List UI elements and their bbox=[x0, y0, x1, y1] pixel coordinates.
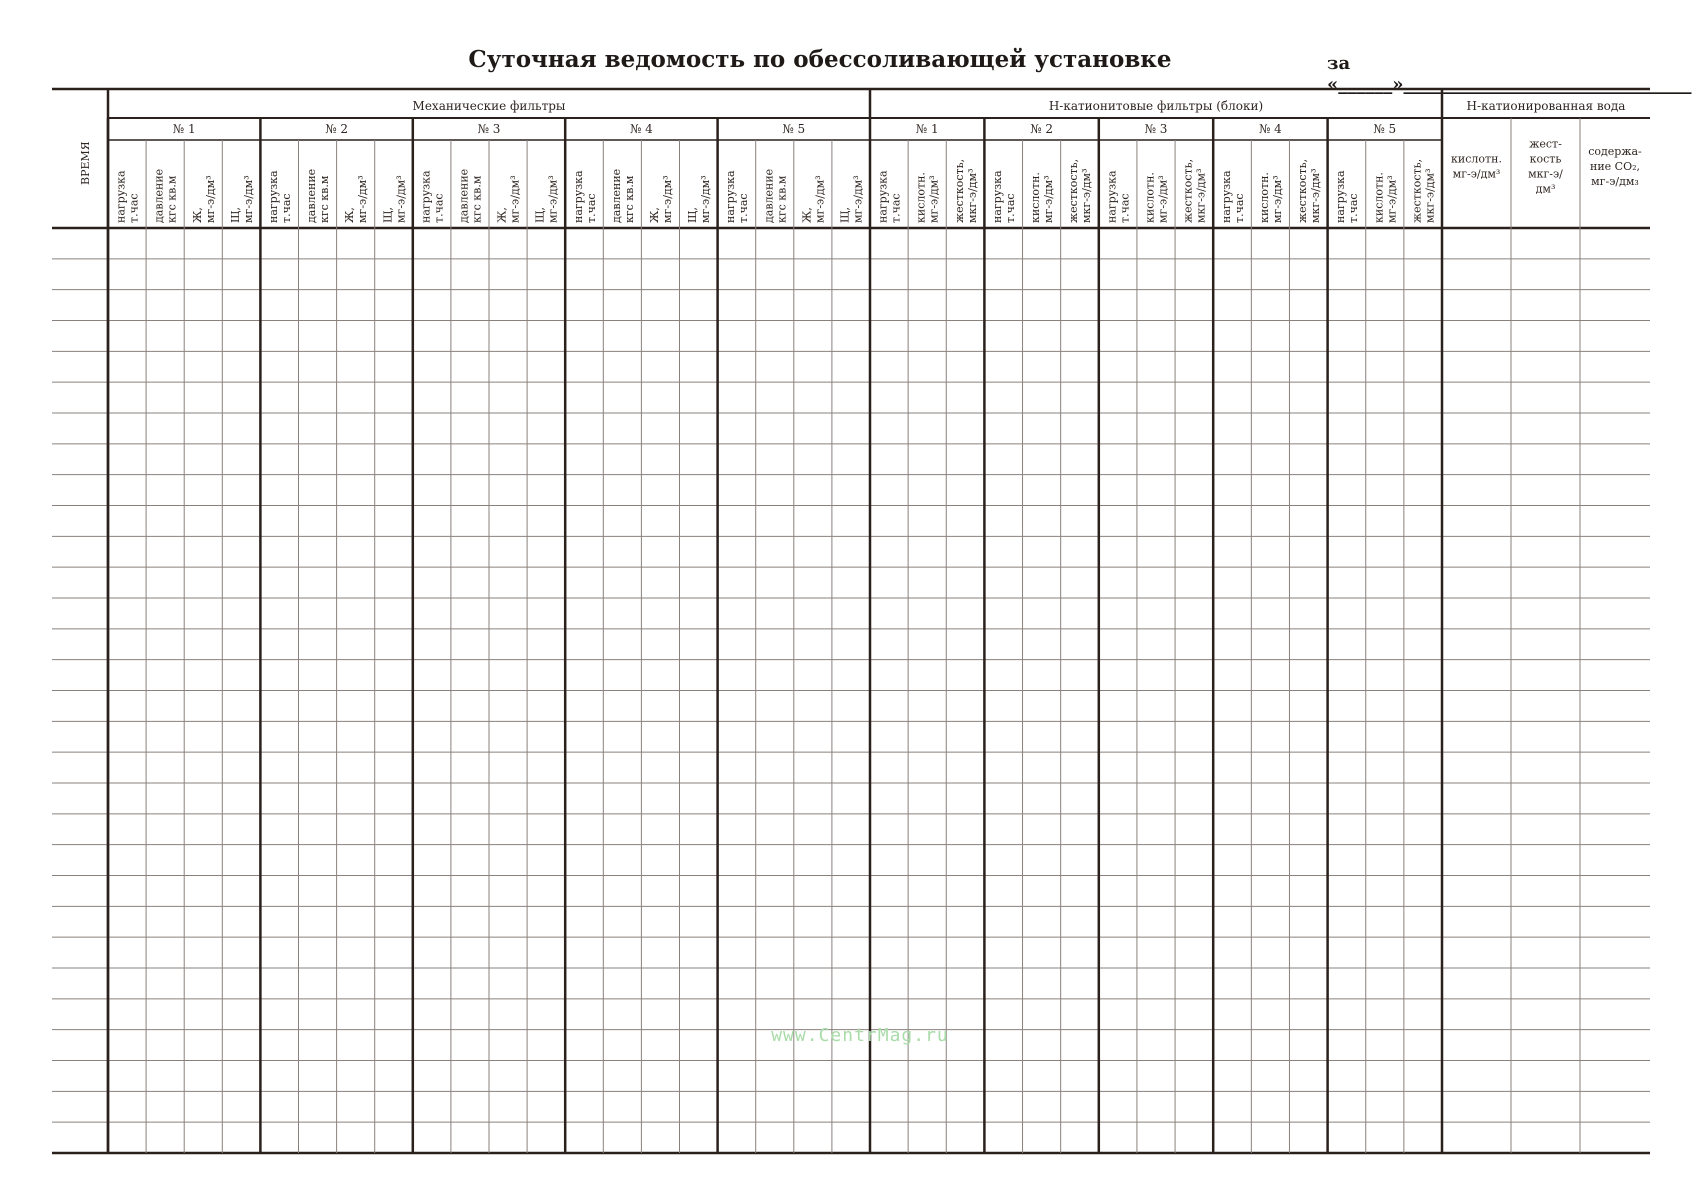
mech-column-header-line: мг-э/дм³ bbox=[546, 175, 560, 223]
mech-column-header bbox=[838, 175, 864, 223]
hcat-column-header-line: жесткость, bbox=[1410, 158, 1424, 223]
mech-column-header bbox=[343, 175, 369, 223]
mech-column-header-line: давление bbox=[305, 168, 319, 223]
water-column-header: кость bbox=[1529, 152, 1562, 166]
watermark: www.CentrMag.ru bbox=[771, 1025, 949, 1046]
mech-column-header-line: нагрузка bbox=[266, 170, 280, 223]
mech-column-header-line: Ж, bbox=[647, 207, 661, 223]
mech-column-header bbox=[724, 170, 750, 223]
hcat-column-header bbox=[915, 172, 941, 223]
time-header bbox=[79, 141, 92, 185]
hcat-column-header-line: мкг-э/дм³ bbox=[1423, 168, 1437, 223]
mech-column-header-line: Щ, bbox=[686, 206, 700, 223]
mech-column-header-line: мг-э/дм³ bbox=[241, 175, 255, 223]
hcat-column-header-line: нагрузка bbox=[1105, 170, 1119, 223]
hcat-column-header-line: мкг-э/дм³ bbox=[1080, 168, 1094, 223]
mech-column-header-line: Ж, bbox=[343, 207, 357, 223]
hcat-column-header-line: жесткость, bbox=[1296, 158, 1310, 223]
mech-column-header-line: нагрузка bbox=[724, 170, 738, 223]
mech-column-header bbox=[572, 170, 598, 223]
mech-column-header-line: нагрузка bbox=[114, 170, 128, 223]
mech-column-header-line: Ж, bbox=[800, 207, 814, 223]
hcat-column-header-line: мг-э/дм³ bbox=[1042, 175, 1056, 223]
mech-column-header bbox=[686, 175, 712, 223]
hcat-column-header bbox=[1220, 170, 1246, 223]
hcat-column-header-line: кислотн. bbox=[1257, 172, 1271, 223]
hcat-column-header-line: нагрузка bbox=[876, 170, 890, 223]
mech-column-header-line: кгс кв.м bbox=[165, 175, 179, 223]
water-column-header: кислотн. bbox=[1451, 152, 1502, 166]
hcat-column-header bbox=[1105, 170, 1131, 223]
hcat-column-header-line: нагрузка bbox=[990, 170, 1004, 223]
water-column-header: жест- bbox=[1529, 137, 1562, 151]
hcat-column-header bbox=[1029, 172, 1055, 223]
mech-column-header-line: т.час bbox=[432, 193, 446, 223]
hcat-column-header bbox=[877, 170, 903, 223]
mech-column-header bbox=[496, 175, 522, 223]
hcat-column-header-line: жесткость, bbox=[1067, 158, 1081, 223]
hcat-column-header bbox=[1334, 170, 1360, 223]
hcat-group-label: № 1 bbox=[915, 122, 939, 136]
page-title: Суточная ведомость по обессоливающей установке bbox=[468, 46, 1172, 73]
mech-column-header-line: нагрузка bbox=[419, 170, 433, 223]
hcat-column-header-line: нагрузка bbox=[1334, 170, 1348, 223]
mech-column-header bbox=[267, 170, 293, 223]
hcat-column-header bbox=[953, 159, 979, 223]
hcat-column-header-line: мкг-э/дм³ bbox=[1309, 168, 1323, 223]
mech-column-header-line: мг-э/дм³ bbox=[356, 175, 370, 223]
hcat-section-title: Н-катионитовые фильтры (блоки) bbox=[1048, 99, 1264, 113]
mech-column-header bbox=[534, 175, 560, 223]
mech-column-header bbox=[762, 169, 788, 223]
hcat-column-header-line: мг-э/дм³ bbox=[1270, 175, 1284, 223]
mech-column-header bbox=[229, 175, 255, 223]
hcat-column-header-line: т.час bbox=[1003, 193, 1017, 223]
hcat-column-header-line: кислотн. bbox=[1029, 172, 1043, 223]
mech-column-header-line: мг-э/дм³ bbox=[203, 175, 217, 223]
hcat-column-header bbox=[1067, 159, 1093, 223]
mech-column-header-line: мг-э/дм³ bbox=[813, 175, 827, 223]
water-column-header: дм³ bbox=[1535, 182, 1556, 196]
hcat-column-header-line: т.час bbox=[889, 193, 903, 223]
mech-group-label: № 4 bbox=[629, 122, 653, 136]
mech-column-header-line: т.час bbox=[584, 193, 598, 223]
hcat-column-header-line: т.час bbox=[1232, 193, 1246, 223]
mech-column-header-line: Ж, bbox=[190, 207, 204, 223]
hcat-column-header-line: мг-э/дм³ bbox=[927, 175, 941, 223]
water-column-header: мг-э/дм₃ bbox=[1591, 175, 1639, 188]
mech-group-label: № 2 bbox=[325, 122, 349, 136]
mech-column-header bbox=[153, 169, 179, 223]
water-column-header: мкг-э/ bbox=[1528, 167, 1563, 181]
time-header-line: ВРЕМЯ bbox=[79, 141, 92, 185]
mech-column-header-line: т.час bbox=[127, 193, 141, 223]
hcat-column-header-line: мг-э/дм³ bbox=[1156, 175, 1170, 223]
mech-column-header-line: Щ, bbox=[533, 206, 547, 223]
hcat-column-header-line: мг-э/дм³ bbox=[1385, 175, 1399, 223]
mech-column-header-line: Щ, bbox=[228, 206, 242, 223]
mech-column-header-line: кгс кв.м bbox=[470, 175, 484, 223]
hcat-column-header bbox=[1296, 159, 1322, 223]
hcat-group-label: № 5 bbox=[1373, 122, 1397, 136]
hcat-column-header bbox=[1258, 172, 1284, 223]
hcat-column-header bbox=[1182, 159, 1208, 223]
mech-column-header bbox=[115, 170, 141, 223]
mech-column-header-line: т.час bbox=[737, 193, 751, 223]
mech-column-header-line: Щ, bbox=[381, 206, 395, 223]
mech-column-header-line: Ж, bbox=[495, 207, 509, 223]
mech-column-header-line: мг-э/дм³ bbox=[660, 175, 674, 223]
hcat-column-header-line: жесткость, bbox=[1181, 158, 1195, 223]
hcat-column-header bbox=[1144, 172, 1170, 223]
hcat-column-header-line: мкг-э/дм³ bbox=[1194, 168, 1208, 223]
mech-column-header bbox=[457, 169, 483, 223]
water-column-header: ние СО₂, bbox=[1589, 160, 1641, 173]
mech-column-header-line: мг-э/дм³ bbox=[394, 175, 408, 223]
hcat-column-header-line: жесткость, bbox=[952, 158, 966, 223]
mech-column-header-line: кгс кв.м bbox=[622, 175, 636, 223]
hcat-column-header-line: кислотн. bbox=[1143, 172, 1157, 223]
mech-column-header-line: кгс кв.м bbox=[775, 175, 789, 223]
hcat-column-header-line: нагрузка bbox=[1219, 170, 1233, 223]
mech-column-header bbox=[381, 175, 407, 223]
hcat-group-label: № 4 bbox=[1258, 122, 1282, 136]
mech-column-header bbox=[191, 175, 217, 223]
hcat-column-header bbox=[1372, 172, 1398, 223]
mech-column-header bbox=[800, 175, 826, 223]
mech-column-header-line: мг-э/дм³ bbox=[508, 175, 522, 223]
mech-column-header-line: мг-э/дм³ bbox=[699, 175, 713, 223]
mech-column-header bbox=[648, 175, 674, 223]
hcat-column-header-line: кислотн. bbox=[914, 172, 928, 223]
mech-column-header-line: давление bbox=[457, 168, 471, 223]
mech-column-header-line: давление bbox=[609, 168, 623, 223]
mech-column-header-line: Щ, bbox=[838, 206, 852, 223]
mech-group-label: № 5 bbox=[782, 122, 806, 136]
hcat-column-header-line: кислотн. bbox=[1372, 172, 1386, 223]
hcat-column-header-line: т.час bbox=[1347, 193, 1361, 223]
mech-column-header-line: кгс кв.м bbox=[318, 175, 332, 223]
hcat-column-header-line: т.час bbox=[1118, 193, 1132, 223]
hcat-column-header-line: мкг-э/дм³ bbox=[965, 168, 979, 223]
hcat-group-label: № 3 bbox=[1144, 122, 1168, 136]
mech-column-header bbox=[305, 169, 331, 223]
mech-column-header-line: нагрузка bbox=[571, 170, 585, 223]
date-field-line[interactable]: за «______»________________________________ bbox=[1327, 53, 1692, 95]
mech-group-label: № 3 bbox=[477, 122, 501, 136]
mech-group-label: № 1 bbox=[172, 122, 196, 136]
mech-section-title: Механические фильтры bbox=[412, 99, 566, 113]
hcat-column-header bbox=[991, 170, 1017, 223]
hcat-column-header bbox=[1410, 159, 1436, 223]
mech-column-header-line: т.час bbox=[279, 193, 293, 223]
water-section-title: Н-катионированная вода bbox=[1466, 99, 1626, 113]
mech-column-header-line: давление bbox=[152, 168, 166, 223]
water-column-header: мг-э/дм³ bbox=[1452, 167, 1501, 181]
water-column-header: содержа- bbox=[1588, 145, 1642, 158]
mech-column-header bbox=[419, 170, 445, 223]
hcat-group-label: № 2 bbox=[1030, 122, 1054, 136]
mech-column-header bbox=[610, 169, 636, 223]
mech-column-header-line: давление bbox=[762, 168, 776, 223]
mech-column-header-line: мг-э/дм³ bbox=[851, 175, 865, 223]
